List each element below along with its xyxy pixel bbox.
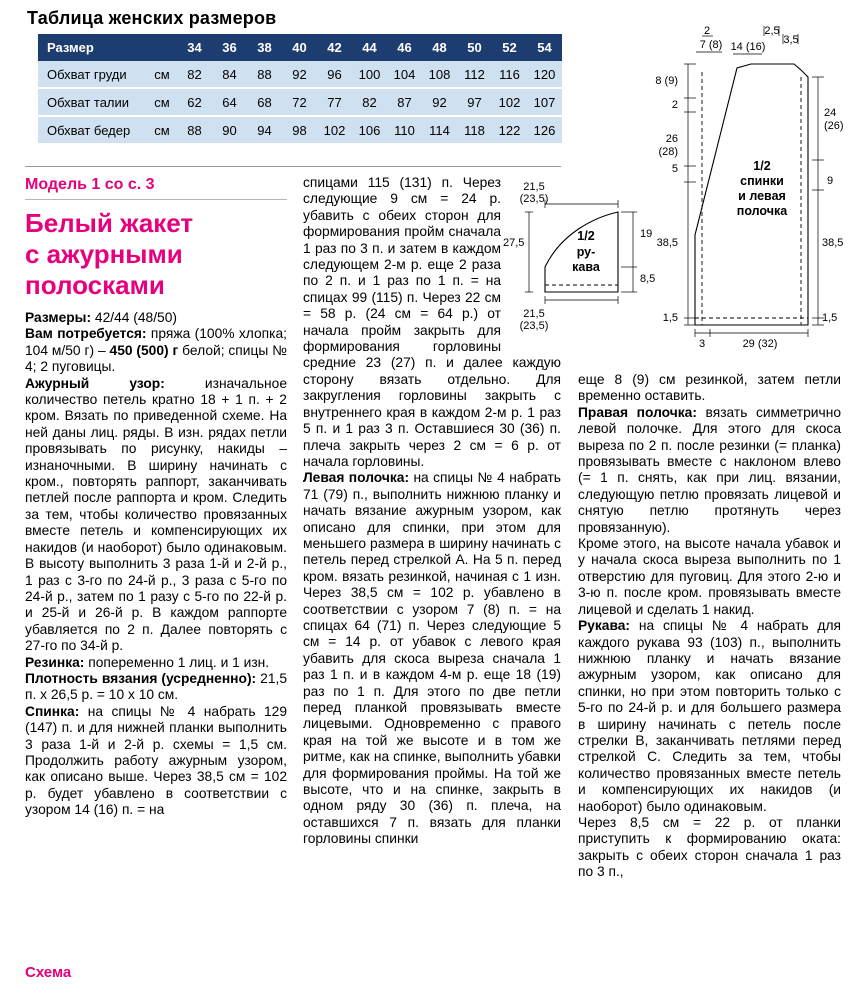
size-column-header: 36 (212, 34, 247, 61)
size-value: 116 (492, 61, 527, 88)
size-column-header: 38 (247, 34, 282, 61)
size-value: 108 (422, 61, 457, 88)
size-value: 64 (212, 88, 247, 116)
size-column-header: 50 (457, 34, 492, 61)
model-reference-divider (25, 199, 287, 200)
size-value: 68 (247, 88, 282, 116)
size-value: 118 (457, 116, 492, 144)
paragraph-text: Через 8,5 см = 22 р. от планки приступить к формированию оката: закрыть с обеих сторон сначала 1 раз по 3 п., (578, 814, 841, 880)
paragraph-text: 21,5 п. х 26,5 р. = 10 х 10 см. (25, 670, 287, 703)
dim-label-top-7-8: 7 (8) (699, 39, 723, 51)
section-divider (25, 166, 561, 167)
paragraph-lead: Рукава: (578, 618, 639, 634)
sleeve-piece-label: кава (572, 260, 600, 274)
unit-label: см (147, 116, 177, 144)
schema-label: Схема (25, 964, 72, 981)
back-piece-label: 1/2 (753, 159, 771, 173)
size-value: 94 (247, 116, 282, 144)
size-value: 102 (492, 88, 527, 116)
size-value: 126 (527, 116, 562, 144)
measurement-label: Обхват груди (38, 61, 147, 88)
size-table-header-row (38, 34, 562, 61)
dim-label-vneck-26: 26 (665, 133, 678, 145)
size-value: 102 (317, 116, 352, 144)
paragraph (578, 618, 841, 815)
paragraph (578, 815, 841, 881)
unit-label: см (147, 88, 177, 116)
size-column-header: 44 (352, 34, 387, 61)
size-column-header: 52 (492, 34, 527, 61)
measurement-label: Обхват бедер (38, 116, 147, 144)
paragraph-lead: Правая полочка: (578, 404, 706, 420)
model-reference: Модель 1 со с. 3 (25, 176, 155, 193)
size-value: 100 (352, 61, 387, 88)
size-value: 97 (457, 88, 492, 116)
size-table-row (38, 61, 562, 88)
back-piece-label: и левая (738, 189, 786, 203)
paragraph-text: изначальное количество петель кратно 18 + 1 п. + 2 кром. Вязать по приведенной схеме. На ней даны лиц. ряды. В изн. рядах петли провязывать по рисунку, накиды – изнаночными. В ширину начинать с кром., повторять раппорт, заканчивать петлей после раппорта и кром. Следить за тем, чтобы количество провязанных вместе петель и компенсирующих их накидов (и наоборот) было одинаковым. В высоту выполнить 3 раза 1-й и 2-й р., 1 раз с 3-го по 24-й р., 3 раза с 5-го по 24-й р., затем по 1 разу с 5-го по 22-й р. и 25-й и 26-й р. В каждом раппорте убавляется по 2 п. Далее повторять с 27-го по 34-й р. (25, 375, 287, 654)
size-value: 110 (387, 116, 422, 144)
article-title-line: полосками (25, 270, 165, 300)
size-value: 88 (247, 61, 282, 88)
size-value: 92 (282, 61, 317, 88)
size-column-header: 48 (422, 34, 457, 61)
dim-label-bottom-width: 29 (32) (742, 338, 778, 350)
dim-label-sleeve-lower-height: 8,5 (640, 273, 656, 285)
paragraph-text: вязать симметрично левой полочке. Для этого для скоса выреза по 2 п. после резинки (= планка) провязывать вместе с наклоном влево (= 1 п. снять, как при лиц. вязании, следующую петлю провязать лицевой и снятую петлю протянуть через провязанную). (578, 404, 841, 535)
paragraph-text: на спицы № 4 набрать для каждого рукава 93 (103) п., выполнить нижнюю планку и начать вязание ажурным узором, как описано для спинки, но при этом повторить только с 5-го по 24-й р. и для большего размера в ширину начинать с петель после стрелки B, заканчивать петлями перед стрелкой C. Следить за тем, чтобы количество провязанных вместе петель и компенсирующих их накидов (и наоборот) было одинаковым. (578, 618, 841, 814)
left-column-text (25, 310, 287, 819)
paragraph (578, 536, 841, 618)
size-value: 90 (212, 116, 247, 144)
size-value: 92 (422, 88, 457, 116)
size-value: 96 (317, 61, 352, 88)
size-table-row (38, 116, 562, 144)
size-value: 82 (352, 88, 387, 116)
paragraph-lead: Левая полочка: (303, 470, 414, 486)
paragraph-text: на спицы № 4 набрать 71 (79) п., выполнить нижнюю планку и начать вязание ажурным узором, как описано для спинки, при этом для меньшего размера в ширину начинать с петель перед стрелкой A. На 5 п. перед кром. вязать резинкой, начиная с 1 изн. Через 38,5 см = 102 р. убавлено в соответствии с узором 7 (8) п. = на спицах 64 (71) п. Через следующие 5 см = 14 р. от убавок с левого края убавить для скоса выреза сначала 1 раз 1 п. и в каждом 4-м р. еще 18 (19) раз по 1 п. Для этого по две петли перед планкой провязывать вместе лицевыми. Одновременно с правого края на той же высоте и в том же ритме, как на спинке, выполнить убавки для формирования проймы. На той же высоте, что и на спинке, закрыть в одном ряду 30 (36) п. плеча, на оставшихся 7 п. вязать для планки горловины спинки (303, 470, 561, 847)
paragraph-text: попеременно 1 лиц. и 1 изн. (88, 654, 270, 670)
dim-label-neck-3-5: 3,5 (783, 34, 799, 46)
paragraph (25, 376, 287, 655)
dim-label-left-5: 5 (671, 163, 678, 175)
size-table-row (38, 88, 562, 116)
paragraph (25, 655, 287, 671)
size-table-title: Таблица женских размеров (27, 8, 277, 28)
dim-label-neck-2-5: 2,5 (764, 25, 780, 37)
size-value: 82 (177, 61, 212, 88)
back-front-schematic (655, 25, 843, 350)
right-column-text (578, 372, 841, 881)
size-value: 98 (282, 116, 317, 144)
paragraph (578, 405, 841, 536)
size-value: 106 (352, 116, 387, 144)
dim-label-left-2: 2 (671, 99, 678, 111)
paragraph (25, 310, 287, 326)
back-piece-label: спинки (740, 174, 784, 188)
dim-label-armhole-24: 24 (824, 107, 837, 119)
size-table-corner-label: Размер (38, 34, 177, 61)
paragraph (578, 372, 841, 405)
size-column-header: 46 (387, 34, 422, 61)
paragraph-lead: Размеры: (25, 310, 95, 325)
size-column-header: 34 (177, 34, 212, 61)
size-value: 114 (422, 116, 457, 144)
paragraph (25, 704, 287, 819)
paragraph (25, 326, 287, 375)
dim-label-shoulder-width: 14 (16) (730, 41, 766, 53)
dim-label-vneck-28: (28) (658, 146, 678, 158)
size-column-header: 42 (317, 34, 352, 61)
dim-label-armhole-26: (26) (824, 120, 844, 132)
column-middle (303, 175, 561, 848)
paragraph-lead: 450 (500) г (109, 342, 179, 358)
size-value: 107 (527, 88, 562, 116)
paragraph-text: 42/44 (48/50) (94, 310, 177, 325)
size-column-header: 40 (282, 34, 317, 61)
size-value: 84 (212, 61, 247, 88)
diagram-runaround-spacer (501, 175, 561, 347)
dim-label-sleeve-bottom-width: 21,5 (523, 308, 545, 320)
paragraph-text: на спицы № 4 набрать 129 (147) п. и для нижней планки выполнить 3 раза 1-й и 2-й р. схемы = 1,5 см. Продолжить работу ажурным узором, как описано выше. Через 38,5 см = 102 р. будет убавлено в соответствии с узором 14 (16) п. = на (25, 703, 287, 818)
paragraph-lead: Спинка: (25, 703, 88, 719)
dim-label-top-2: 2 (703, 25, 711, 37)
size-value: 104 (387, 61, 422, 88)
size-table-body (38, 61, 562, 144)
column-right (578, 372, 841, 881)
dim-label-sleeve-height: 27,5 (503, 237, 525, 249)
paragraph-text: спицами 115 (131) п. Через следующие 9 см = 24 р. убавить с обеих сторон для формирования пройм сначала 1 раз по 3 п. и затем в каждом следующем 2-м р. еще 2 раза по 2 п. и 1 раз по 1 п. = на спицах 99 (115) п. Через 22 см = 58 р. (24 см = 64 р.) от начала пройм закрыть для формирования горловины средние 23 (27) п. и далее каждую сторону вязать отдельно. Для закругления горловины закрыть с внутреннего края в каждом 2-м р. 1 раз 5 п. и 1 раз 3 п. Оставшиеся 30 (36) п. плеча закрыть через 2 см = 6 р. от начала горловины. (303, 175, 561, 469)
article-title (25, 208, 287, 301)
paragraph-lead: Резинка: (25, 654, 89, 670)
paragraph-lead: Плотность вязания (усредненно): (25, 670, 261, 686)
size-value: 77 (317, 88, 352, 116)
unit-label: см (147, 61, 177, 88)
size-value: 122 (492, 116, 527, 144)
size-value: 72 (282, 88, 317, 116)
size-value: 88 (177, 116, 212, 144)
paragraph-text: пряжа (100% хлопка; 104 м/50 г) – (25, 326, 287, 358)
dim-label-left-38-5: 38,5 (656, 237, 678, 249)
paragraph-text: еще 8 (9) см резинкой, затем петли временно оставить. (578, 372, 841, 404)
dim-label-sleeve-top-width-alt: (23,5) (519, 193, 549, 205)
dim-label-right-9: 9 (827, 175, 834, 187)
size-value: 87 (387, 88, 422, 116)
size-value: 62 (177, 88, 212, 116)
size-value: 120 (527, 61, 562, 88)
article-title-line: с ажурными (25, 239, 183, 269)
dim-label-sleeve-cap-height: 19 (640, 228, 653, 240)
paragraph-text: Кроме этого, на высоте начала убавок и у начала скоса выреза выполнить по 1 отверстию для пуговиц. Для этого 2-ю и 3-ю п. после кром. провязывать вместе лицевой и сделать 1 накид. (578, 536, 841, 617)
size-column-header: 54 (527, 34, 562, 61)
size-table (38, 34, 562, 145)
sleeve-piece-label: 1/2 (577, 229, 595, 243)
measurement-label: Обхват талии (38, 88, 147, 116)
dim-label-right-rib: 1,5 (822, 312, 838, 324)
column-left (25, 175, 287, 819)
dim-label-bottom-3: 3 (698, 338, 706, 350)
paragraph-lead: Вам потребуется: (25, 326, 151, 342)
paragraph (25, 671, 287, 704)
dim-label-left-rib: 1,5 (662, 312, 678, 324)
size-value: 112 (457, 61, 492, 88)
article-title-line: Белый жакет (25, 208, 194, 238)
paragraph-text: белой; спицы № 4; 2 пуговицы. (25, 342, 287, 375)
back-piece-label: полочка (736, 204, 788, 218)
dim-label-sleeve-top-width: 21,5 (523, 181, 545, 193)
paragraph (303, 470, 561, 847)
dim-label-right-38-5: 38,5 (822, 237, 844, 249)
dim-label-sleeve-bottom-width-alt: (23,5) (519, 320, 549, 332)
sleeve-piece-label: ру- (576, 245, 596, 259)
dim-label-band-8-9: 8 (9) (655, 75, 678, 87)
paragraph-lead: Ажурный узор: (25, 375, 205, 391)
